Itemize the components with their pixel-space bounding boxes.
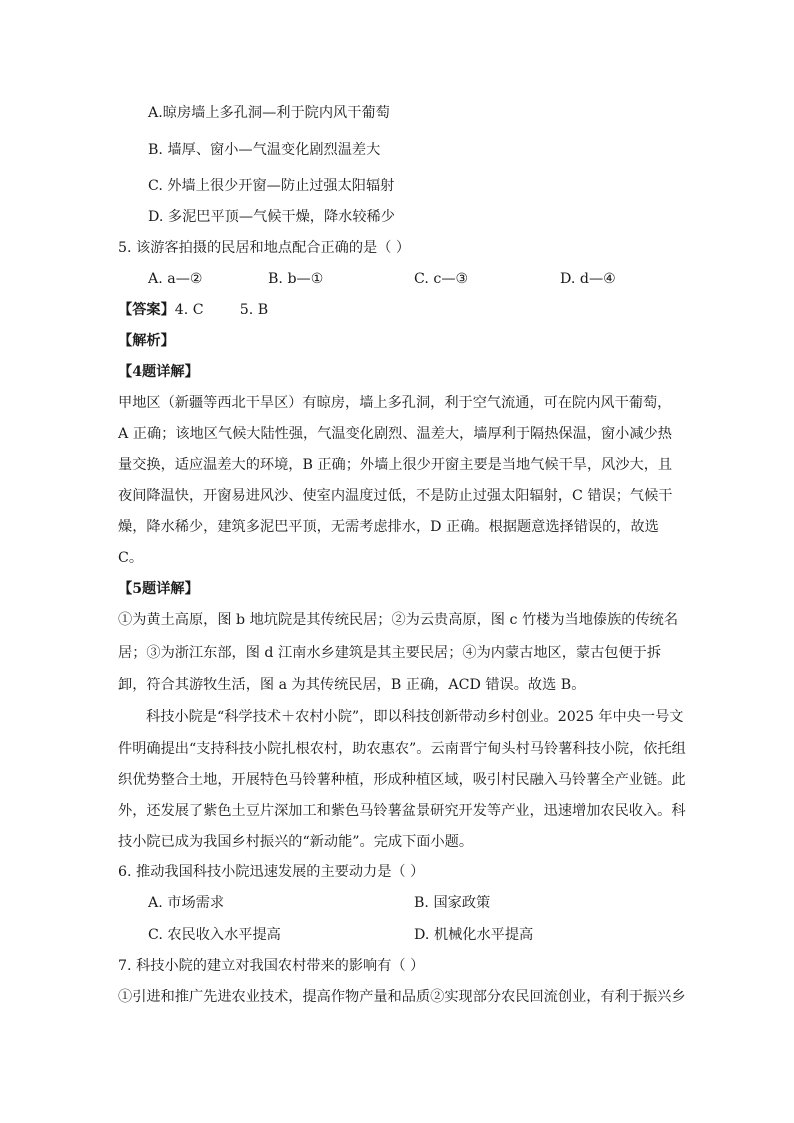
q5-option-a: A. a—② (148, 271, 203, 287)
passage-line: 织优势整合土地，开展特色马铃薯种植，形成种植区域，吸引村民融入马铃薯全产业链。此 (118, 772, 686, 788)
q4-detail-line: C。 (118, 550, 144, 566)
q6-option-c: C. 农民收入水平提高 (148, 927, 281, 943)
q4-detail-label: 【4题详解】 (118, 364, 199, 380)
q4-option-d: D. 多泥巴平顶—气候干燥，降水较稀少 (148, 209, 395, 225)
q5-option-b: B. b—① (268, 271, 324, 287)
q5-detail-line: ①为黄土高原，图 b 地坑院是其传统民居；②为云贵高原，图 c 竹楼为当地傣族的传统名 (118, 612, 679, 628)
q4-option-c: C. 外墙上很少开窗—防止过强太阳辐射 (148, 178, 395, 194)
q4-detail-line: A 正确；该地区气候大陆性强，气温变化剧烈、温差大，墙厚利于隔热保温，窗小减少热 (118, 426, 672, 442)
q5-detail-line: 居；③为浙江东部，图 d 江南水乡建筑是其主要民居；④为内蒙古地区，蒙古包便于拆 (118, 645, 662, 661)
q7-statement-line: ①引进和推广先进农业技术，提高作物产量和品质②实现部分农民回流创业，有利于振兴乡 (118, 989, 686, 1005)
passage-line: 外，还发展了紫色土豆片深加工和紫色马铃薯盆景研究开发等产业，迅速增加农民收入。科 (118, 803, 686, 819)
q4-detail-line: 夜间降温快，开窗易进风沙、使室内温度过低，不是防止过强太阳辐射，C 错误；气候干 (118, 488, 673, 504)
q5-detail-line: 卸，符合其游牧生活，图 a 为其传统民居，B 正确，ACD 错误。故选 B。 (118, 677, 586, 693)
passage-line: 件明确提出“支持科技小院扎根农村，助农惠农”。云南晋宁甸头村马铃薯科技小院，依托组 (118, 741, 686, 757)
analysis-label: 【解析】 (118, 333, 175, 349)
q4-detail-line: 量交换，适应温差大的环境，B 正确；外墙上很少开窗主要是当地气候干旱，风沙大，且 (118, 457, 673, 473)
q5-stem: 5. 该游客拍摄的民居和地点配合正确的是（ ） (118, 240, 411, 256)
answer-label: 【答案】 (118, 302, 175, 318)
answer-line (118, 300, 268, 320)
answer-text: 4. C 5. B (174, 302, 269, 318)
q4-option-a: A.晾房墙上多孔洞—利于院内风干葡萄 (148, 105, 390, 121)
q6-option-b: B. 国家政策 (414, 895, 491, 911)
passage-line: 技小院已成为我国乡村振兴的“新动能”。完成下面小题。 (118, 834, 474, 850)
q7-stem: 7. 科技小院的建立对我国农村带来的影响有（ ） (118, 958, 425, 974)
q6-stem: 6. 推动我国科技小院迅速发展的主要动力是（ ） (118, 864, 425, 880)
q5-option-c: C. c—③ (414, 271, 469, 287)
q6-option-a: A. 市场需求 (148, 895, 225, 911)
passage-line: 科技小院是“科学技术＋农村小院”，即以科技创新带动乡村创业。2025 年中央一号文 (146, 709, 684, 725)
q5-detail-label: 【5题详解】 (118, 581, 199, 597)
q4-detail-line: 燥，降水稀少，建筑多泥巴平顶，无需考虑排水，D 正确。根据题意选择错误的，故选 (118, 519, 659, 535)
q5-option-d: D. d—④ (560, 271, 616, 287)
q4-detail-line: 甲地区（新疆等西北干旱区）有晾房，墙上多孔洞，利于空气流通，可在院内风干葡萄， (118, 395, 672, 411)
q4-option-b: B. 墙厚、窗小—气温变化剧烈温差大 (148, 142, 381, 158)
q6-option-d: D. 机械化水平提高 (414, 927, 534, 943)
